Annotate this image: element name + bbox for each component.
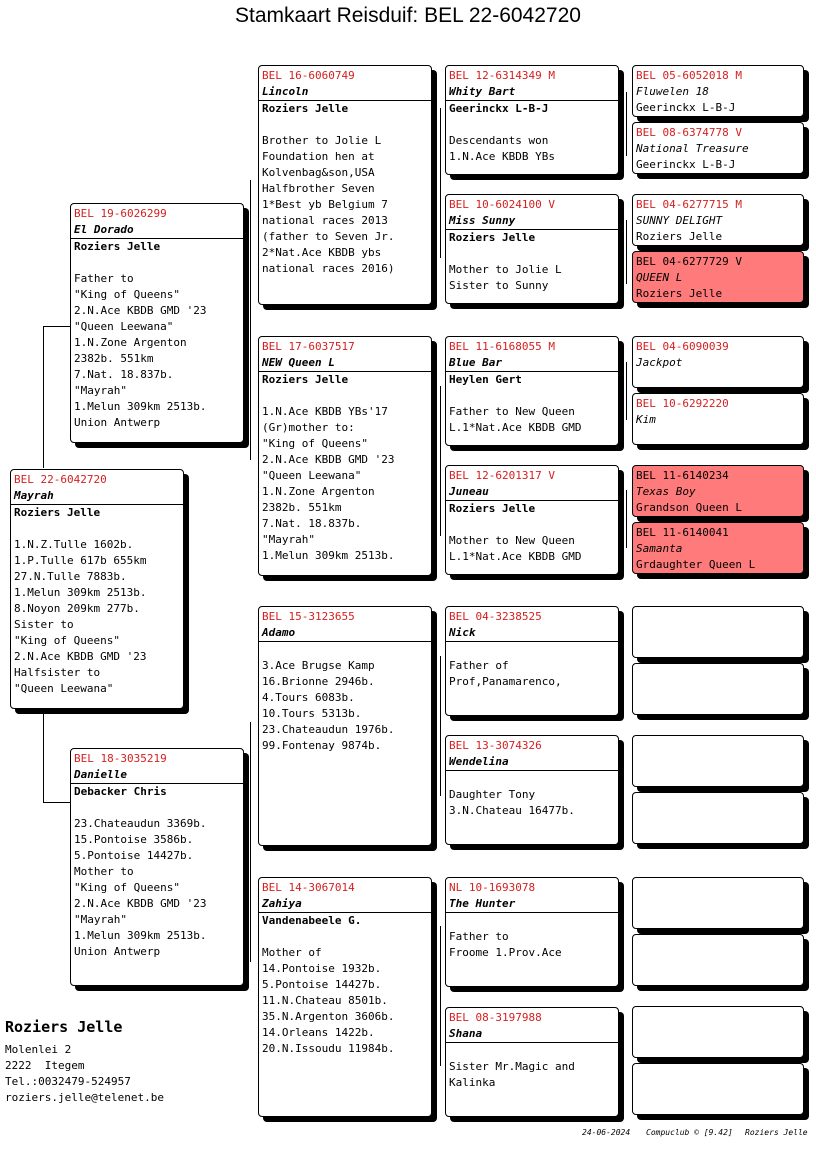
- pigeon-card-father[interactable]: [70, 203, 244, 443]
- ring-number: BEL 04-6277715 M: [636, 198, 742, 211]
- pigeon-name: Juneau: [446, 484, 618, 501]
- empty-pigeon-card[interactable]: [632, 934, 804, 986]
- ring-number: BEL 15-3123655: [262, 610, 355, 623]
- ring-number: BEL 11-6140234: [636, 469, 729, 482]
- ring-number: BEL 22-6042720: [14, 473, 107, 486]
- connector: [43, 326, 71, 327]
- connector: [626, 362, 627, 420]
- connector: [250, 180, 251, 460]
- connector: [440, 386, 441, 536]
- owner: Roziers Jelle: [74, 240, 161, 253]
- pigeon-card-grandparent[interactable]: [258, 877, 432, 1117]
- pigeon-name: Whity Bart: [446, 84, 618, 101]
- ring-number: BEL 18-3035219: [74, 752, 167, 765]
- owner: Roziers Jelle: [449, 502, 536, 515]
- ring-number: BEL 11-6140041: [636, 526, 729, 539]
- pigeon-notes: 1.N.Z.Tulle 1602b. 1.P.Tulle 617b 655km 27.N.Tulle 7883b. 1.Melun 309km 2513b. 8.Noyon 209km 277b. Sister to "King of Queens" 2.N.Ace KBDB GMD '23 Halfsister to "Queen Leewana": [14, 538, 147, 695]
- pigeon-notes: Father to New Queen L.1*Nat.Ace KBDB GMD: [449, 405, 582, 434]
- pigeon-notes: Father of Prof,Panamarenco,: [449, 659, 562, 688]
- ring-number: BEL 12-6314349 M: [449, 69, 555, 82]
- breeder-email: roziers.jelle@telenet.be: [5, 1091, 164, 1104]
- pigeon-name: Zahiya: [259, 896, 431, 913]
- ring-number: BEL 10-6024100 V: [449, 198, 555, 211]
- empty-pigeon-card[interactable]: [632, 735, 804, 787]
- owner: Geerinckx L-B-J: [449, 102, 549, 115]
- pigeon-card-great-grandparent[interactable]: [445, 465, 619, 575]
- pigeon-name: Kim: [636, 413, 656, 426]
- connector: [43, 712, 44, 802]
- pigeon-card-g5[interactable]: [632, 194, 804, 246]
- pigeon-name: Nick: [446, 625, 618, 642]
- pigeon-notes: 23.Chateaudun 3369b. 15.Pontoise 3586b. 5.Pontoise 14427b. Mother to "King of Queens" 2.N.Ace KBDB GMD '23 "Mayrah" 1.Melun 309km 2513b. Union Antwerp: [74, 817, 207, 958]
- empty-pigeon-card[interactable]: [632, 792, 804, 844]
- connector: [440, 656, 441, 796]
- pigeon-card-grandparent[interactable]: [258, 336, 432, 576]
- pigeon-name: Shana: [446, 1026, 618, 1043]
- breeder-street: Molenlei 2: [5, 1043, 72, 1056]
- breeder-phone: Tel.:0032479-524957: [5, 1075, 131, 1088]
- pigeon-card-grandparent[interactable]: [258, 606, 432, 846]
- connector: [440, 926, 441, 1066]
- pigeon-card-g5[interactable]: [632, 251, 804, 303]
- pigeon-card-g5[interactable]: [632, 65, 804, 117]
- pigeon-card-mother[interactable]: [70, 748, 244, 986]
- pigeon-notes: Descendants won 1.N.Ace KBDB YBs: [449, 134, 555, 163]
- pigeon-card-great-grandparent[interactable]: [445, 735, 619, 845]
- pigeon-notes: 3.Ace Brugse Kamp 16.Brionne 2946b. 4.Tours 6083b. 10.Tours 5313b. 23.Chateaudun 1976b. 99.Fontenay 9874b.: [262, 659, 395, 752]
- ring-number: BEL 10-6292220: [636, 397, 729, 410]
- empty-pigeon-card[interactable]: [632, 606, 804, 658]
- empty-pigeon-card[interactable]: [632, 1063, 804, 1115]
- owner: Roziers Jelle: [449, 231, 536, 244]
- pigeon-notes: Mother to New Queen L.1*Nat.Ace KBDB GMD: [449, 534, 582, 563]
- pigeon-name: Lincoln: [259, 84, 431, 101]
- ring-number: BEL 04-6277729 V: [636, 255, 742, 268]
- pigeon-name: NEW Queen L: [259, 355, 431, 372]
- footer-owner: Roziers Jelle: [745, 1128, 808, 1137]
- pigeon-name: QUEEN L: [636, 271, 683, 284]
- empty-pigeon-card[interactable]: [632, 877, 804, 929]
- owner: Grdaughter Queen L: [636, 558, 756, 571]
- connector: [626, 220, 627, 284]
- owner: Roziers Jelle: [262, 373, 349, 386]
- owner: Heylen Gert: [449, 373, 522, 386]
- ring-number: BEL 13-3074326: [449, 739, 542, 752]
- breeder-address: [5, 1042, 164, 1106]
- pigeon-card-great-grandparent[interactable]: [445, 1007, 619, 1117]
- pigeon-card-great-grandparent[interactable]: [445, 877, 619, 987]
- pigeon-name: Blue Bar: [446, 355, 618, 372]
- pigeon-notes: Father to "King of Queens" 2.N.Ace KBDB GMD '23 "Queen Leewana" 1.N.Zone Argenton 2382b. 551km 7.Nat. 18.837b. "Mayrah" 1.Melun 309km 2513b. Union Antwerp: [74, 272, 207, 429]
- ring-number: BEL 05-6052018 M: [636, 69, 742, 82]
- connector: [440, 108, 441, 258]
- pigeon-name: Samanta: [636, 542, 683, 555]
- ring-number: BEL 08-6374778 V: [636, 126, 742, 139]
- ring-number: BEL 16-6060749: [262, 69, 355, 82]
- pigeon-card-great-grandparent[interactable]: [445, 606, 619, 716]
- pigeon-name: The Hunter: [446, 896, 618, 913]
- owner: Roziers Jelle: [636, 230, 723, 243]
- pigeon-card-great-grandparent[interactable]: [445, 65, 619, 175]
- pigeon-card-g5[interactable]: [632, 336, 804, 388]
- pigeon-notes: Father to Froome 1.Prov.Ace: [449, 930, 562, 959]
- owner: Debacker Chris: [74, 785, 167, 798]
- owner: Roziers Jelle: [262, 102, 349, 115]
- pigeon-notes: Sister Mr.Magic and Kalinka: [449, 1060, 575, 1089]
- pigeon-notes: Brother to Jolie L Foundation hen at Kolvenbag&son,USA Halfbrother Seven 1*Best yb Belgium 7 national races 2013 (father to Seven Jr. 2*Nat.Ace KBDB ybs national races 2016): [262, 134, 395, 275]
- owner: Vandenabeele G.: [262, 914, 362, 927]
- breeder-city: 2222 Itegem: [5, 1059, 85, 1072]
- empty-pigeon-card[interactable]: [632, 663, 804, 715]
- empty-pigeon-card[interactable]: [632, 1006, 804, 1058]
- pigeon-card-g5[interactable]: [632, 122, 804, 174]
- pigeon-notes: 1.N.Ace KBDB YBs'17 (Gr)mother to: "King of Queens" 2.N.Ace KBDB GMD '23 "Queen Leewana" 1.N.Zone Argenton 2382b. 551km 7.Nat. 18.837b. "Mayrah" 1.Melun 309km 2513b.: [262, 405, 395, 562]
- pigeon-name: Wendelina: [446, 754, 618, 771]
- pigeon-card-g5[interactable]: [632, 522, 804, 574]
- connector: [43, 802, 71, 803]
- page-title: Stamkaart Reisduif: BEL 22-6042720: [235, 4, 581, 27]
- ring-number: BEL 11-6168055 M: [449, 340, 555, 353]
- pigeon-notes: Mother to Jolie L Sister to Sunny: [449, 263, 562, 292]
- pigeon-card-g5[interactable]: [632, 465, 804, 517]
- ring-number: BEL 04-6090039: [636, 340, 729, 353]
- pigeon-name: SUNNY DELIGHT: [636, 214, 723, 227]
- ring-number: BEL 17-6037517: [262, 340, 355, 353]
- footer-software: Compuclub © [9.42]: [646, 1128, 733, 1137]
- owner: Roziers Jelle: [14, 506, 101, 519]
- ring-number: BEL 12-6201317 V: [449, 469, 555, 482]
- connector: [626, 92, 627, 156]
- owner: Geerinckx L-B-J: [636, 158, 736, 171]
- owner: Grandson Queen L: [636, 501, 742, 514]
- pigeon-card-subject[interactable]: [10, 469, 184, 709]
- ring-number: BEL 14-3067014: [262, 881, 355, 894]
- pigeon-name: Miss Sunny: [446, 213, 618, 230]
- pigeon-name: Fluwelen 18: [636, 85, 709, 98]
- pigeon-card-grandparent[interactable]: [258, 65, 432, 305]
- footer-date: 24-06-2024: [582, 1128, 631, 1137]
- pigeon-notes: Mother of 14.Pontoise 1932b. 5.Pontoise 14427b. 11.N.Chateau 8501b. 35.N.Argenton 3606b. 14.Orleans 1422b. 20.N.Issoudu 11984b.: [262, 946, 395, 1055]
- pigeon-name: Jackpot: [636, 356, 683, 369]
- breeder-name: Roziers Jelle: [5, 1018, 123, 1036]
- pigeon-notes: Daughter Tony 3.N.Chateau 16477b.: [449, 788, 575, 817]
- pigeon-card-great-grandparent[interactable]: [445, 336, 619, 446]
- owner: Roziers Jelle: [636, 287, 723, 300]
- pigeon-name: Danielle: [71, 767, 243, 784]
- pigeon-name: Adamo: [259, 625, 431, 642]
- pigeon-card-great-grandparent[interactable]: [445, 194, 619, 304]
- connector: [626, 490, 627, 548]
- pigeon-name: El Dorado: [71, 222, 243, 239]
- ring-number: BEL 19-6026299: [74, 207, 167, 220]
- pigeon-name: Mayrah: [11, 488, 183, 505]
- ring-number: BEL 08-3197988: [449, 1011, 542, 1024]
- owner: Geerinckx L-B-J: [636, 101, 736, 114]
- pigeon-name: Texas Boy: [636, 485, 696, 498]
- connector: [250, 722, 251, 962]
- connector: [43, 326, 44, 468]
- ring-number: NL 10-1693078: [449, 881, 536, 894]
- pigeon-card-g5[interactable]: [632, 393, 804, 445]
- pigeon-name: National Treasure: [636, 142, 749, 155]
- ring-number: BEL 04-3238525: [449, 610, 542, 623]
